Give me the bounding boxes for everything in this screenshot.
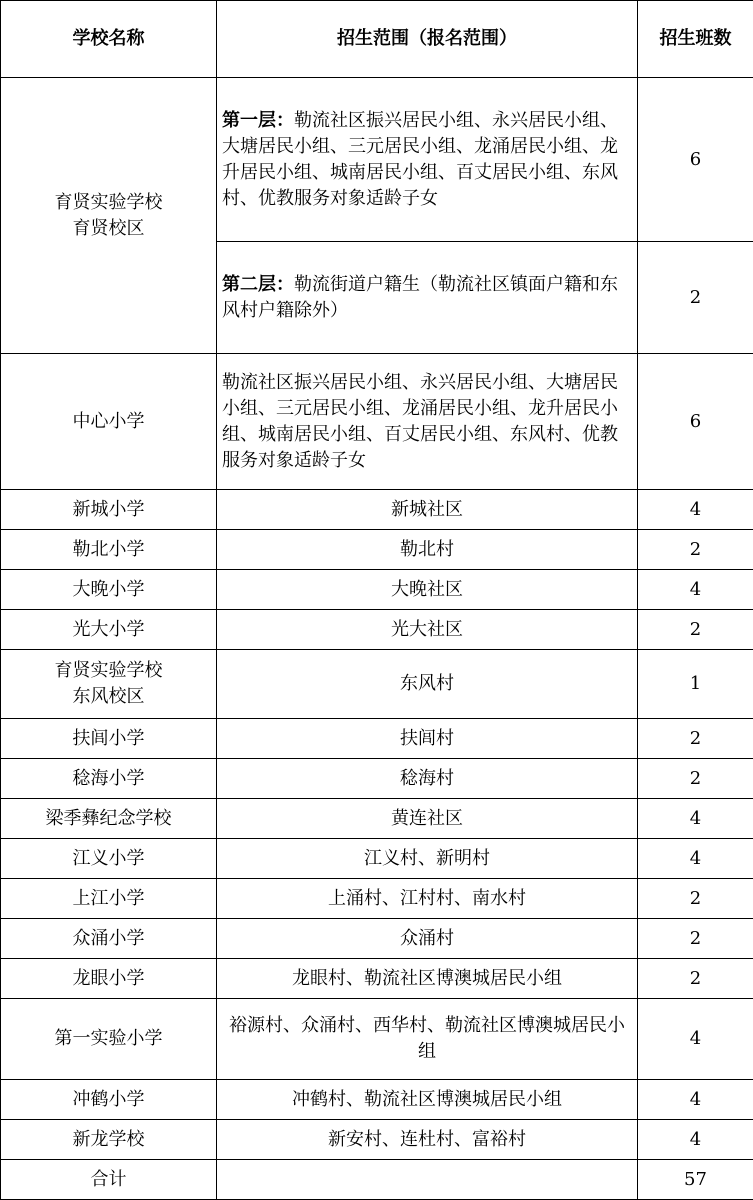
school-name [1,78,217,354]
header-school: 学校名称 [1,1,217,78]
school-name: 新城小学 [1,490,217,530]
school-name [1,650,217,719]
school-name: 中心小学 [1,354,217,490]
class-count: 4 [638,999,753,1080]
enrollment-range: 新安村、连杜村、富裕村 [217,1120,638,1160]
class-count: 2 [638,719,753,759]
table-row [1,78,753,242]
enrollment-range: 江义村、新明村 [217,839,638,879]
school-name: 新龙学校 [1,1120,217,1160]
school-name: 稔海小学 [1,759,217,799]
table-row [1,919,753,959]
class-count: 2 [638,610,753,650]
enrollment-range: 稔海村 [217,759,638,799]
class-count: 2 [638,959,753,999]
class-count: 4 [638,799,753,839]
header-classes: 招生班数 [638,1,753,78]
school-name: 勒北小学 [1,530,217,570]
enrollment-range: 裕源村、众涌村、西华村、勒流社区博澳城居民小组 [217,999,638,1080]
class-count: 2 [638,242,753,354]
table-row [1,570,753,610]
range-text: 勒流社区振兴居民小组、永兴居民小组、大塘居民小组、三元居民小组、龙涌居民小组、龙升居民小组、城南居民小组、百丈居民小组、东风村、优教服务对象适龄子女 [222,110,618,209]
tier-label: 第二层： [222,274,294,295]
school-name: 大晚小学 [1,570,217,610]
school-name-line: 育贤实验学校 育贤校区 [55,192,163,239]
class-count: 2 [638,919,753,959]
enrollment-range: 光大社区 [217,610,638,650]
table-row [1,719,753,759]
school-name: 梁季彝纪念学校 [1,799,217,839]
school-name: 扶闾小学 [1,719,217,759]
tier-label: 第一层： [222,110,294,131]
school-name: 光大小学 [1,610,217,650]
school-name: 江义小学 [1,839,217,879]
class-count: 4 [638,1080,753,1120]
enrollment-range: 龙眼村、勒流社区博澳城居民小组 [217,959,638,999]
table-row [1,354,753,490]
total-range [217,1160,638,1200]
table-row [1,610,753,650]
enrollment-range: 黄连社区 [217,799,638,839]
class-count: 4 [638,570,753,610]
table-row [1,959,753,999]
enrollment-range: 东风村 [217,650,638,719]
table-row [1,490,753,530]
enrollment-range: 勒流社区振兴居民小组、永兴居民小组、大塘居民小组、三元居民小组、龙涌居民小组、龙升居民小组、城南居民小组、百丈居民小组、东风村、优教服务对象适龄子女 [217,354,638,490]
table-row [1,799,753,839]
total-row [1,1160,753,1200]
school-name: 众涌小学 [1,919,217,959]
class-count: 1 [638,650,753,719]
enrollment-range: 大晚社区 [217,570,638,610]
class-count: 2 [638,879,753,919]
enrollment-range: 上涌村、江村村、南水村 [217,879,638,919]
table-row [1,1080,753,1120]
header-range: 招生范围（报名范围） [217,1,638,78]
table-row [1,999,753,1080]
class-count: 4 [638,839,753,879]
class-count: 6 [638,354,753,490]
school-name-line: 育贤实验学校 东风校区 [55,660,163,707]
total-label: 合计 [1,1160,217,1200]
table-row [1,530,753,570]
enrollment-range [217,242,638,354]
enrollment-range: 冲鹤村、勒流社区博澳城居民小组 [217,1080,638,1120]
class-count: 4 [638,490,753,530]
school-name: 冲鹤小学 [1,1080,217,1120]
class-count: 2 [638,759,753,799]
enrollment-range: 扶闾村 [217,719,638,759]
enrollment-range: 众涌村 [217,919,638,959]
range-text: 勒流街道户籍生（勒流社区镇面户籍和东风村户籍除外） [222,274,618,321]
enrollment-range: 勒北村 [217,530,638,570]
enrollment-range: 新城社区 [217,490,638,530]
class-count: 4 [638,1120,753,1160]
header-row [1,1,753,78]
class-count: 6 [638,78,753,242]
school-name: 第一实验小学 [1,999,217,1080]
table-row [1,879,753,919]
school-name: 上江小学 [1,879,217,919]
table-row [1,839,753,879]
table-row [1,650,753,719]
enrollment-range [217,78,638,242]
school-name: 龙眼小学 [1,959,217,999]
class-count: 2 [638,530,753,570]
total-classes: 57 [638,1160,753,1200]
table-row [1,1120,753,1160]
table-row [1,759,753,799]
